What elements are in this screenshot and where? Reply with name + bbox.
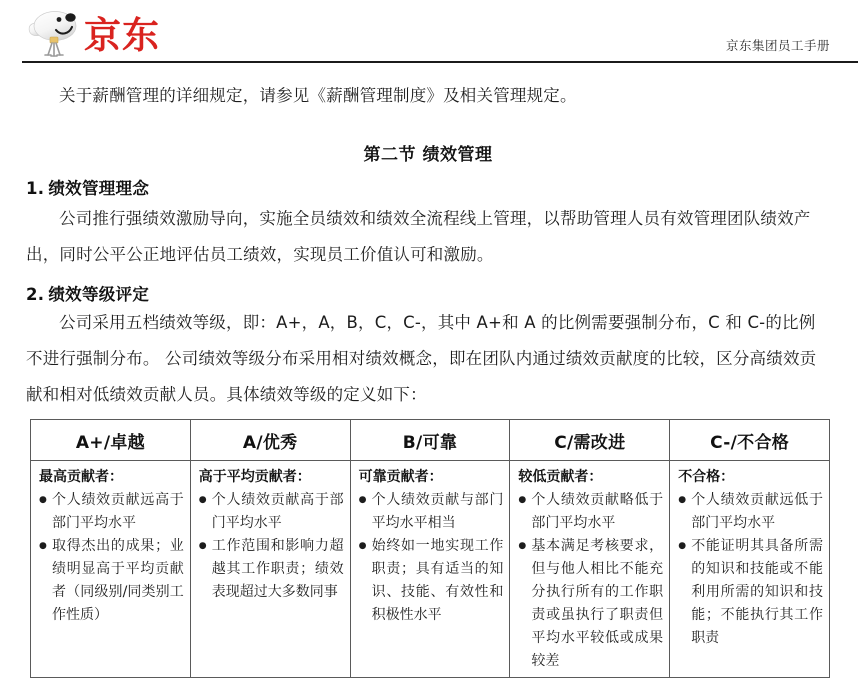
- brand-logo: [26, 6, 160, 58]
- table-header-row: [31, 420, 830, 461]
- cell-bullets-1: [199, 489, 344, 604]
- list-item: ● 个人绩效贡献略低于部门平均水平: [518, 489, 663, 535]
- table-header-cell-4: C-/不合格: [670, 420, 830, 461]
- subsection-title-1: 绩效管理理念: [48, 179, 150, 198]
- list-item: ● 始终如一地实现工作职责；具有适当的知识、技能、有效性和积极性水平: [359, 535, 504, 627]
- subsection-paragraph-1: 公司推行强绩效激励导向，实施全员绩效和绩效全流程线上管理，以帮助管理人员有效管理团队绩效产出，同时公平公正地评估员工绩效，实现员工价值认可和激励。: [26, 209, 811, 264]
- page-header: [0, 0, 858, 62]
- cell-bullets-0: [39, 489, 184, 627]
- table-cell-4: [670, 461, 830, 678]
- list-item: ● 基本满足考核要求，但与他人相比不能充分执行所有的工作职责或虽执行了职责但平均水平较低或成果较差: [518, 535, 663, 673]
- table-header-cell-2: B/可靠: [350, 420, 510, 461]
- cell-title-0: 最高贡献者：: [39, 469, 123, 485]
- list-item: ● 个人绩效贡献远高于部门平均水平: [39, 489, 184, 535]
- table-row: [31, 461, 830, 678]
- table-cell-3: [510, 461, 670, 678]
- subsection-number-1: 1.: [26, 179, 45, 198]
- table-cell-2: [350, 461, 510, 678]
- subsection-heading-1: [26, 175, 830, 199]
- cell-title-3: 较低贡献者：: [518, 469, 603, 485]
- table-header-cell-3: C/需改进: [510, 420, 670, 461]
- cell-bullets-2: [359, 489, 504, 627]
- list-item: ● 不能证明其具备所需的知识和技能或不能利用所需的知识和技能；不能执行其工作职责: [678, 535, 823, 650]
- document-title: 京东集团员工手册: [725, 38, 830, 53]
- joy-dog-icon: [26, 6, 82, 58]
- table-cell-1: [190, 461, 350, 678]
- list-item: ● 取得杰出的成果；业绩明显高于平均贡献者（同级别/同类别工作性质）: [39, 535, 184, 627]
- list-item: ● 个人绩效贡献与部门平均水平相当: [359, 489, 504, 535]
- subsection-number-2: 2.: [26, 285, 45, 304]
- subsection-paragraph-2: 公司采用五档绩效等级，即：A+，A，B，C，C-，其中 A+和 A 的比例需要强制分布，C 和 C-的比例不进行强制分布。 公司绩效等级分布采用相对绩效概念，即在团队内通过绩效贡献度的比较，区分高绩效贡献和相对低绩效贡献人员。具体绩效等级的定义如下：: [26, 313, 817, 404]
- cell-title-4: 不合格：: [678, 469, 735, 485]
- table-cell-0: [31, 461, 191, 678]
- list-item: ● 工作范围和影响力超越其工作职责；绩效表现超过大多数同事: [199, 535, 344, 604]
- header-divider: [22, 61, 858, 63]
- document-body: [0, 78, 858, 678]
- list-item: ● 个人绩效贡献远低于部门平均水平: [678, 489, 823, 535]
- cell-title-2: 可靠贡献者：: [358, 469, 443, 485]
- table-header-cell-1: A/优秀: [190, 420, 350, 461]
- table-header-cell-0: A+/卓越: [31, 420, 191, 461]
- lead-paragraph: 关于薪酬管理的详细规定，请参见《薪酬管理制度》及相关管理规定。: [59, 86, 577, 105]
- logo-wordmark: 京东: [84, 14, 160, 57]
- cell-bullets-4: [678, 489, 823, 650]
- cell-bullets-3: [518, 489, 663, 673]
- list-item: ● 个人绩效贡献高于部门平均水平: [199, 489, 344, 535]
- cell-title-1: 高于平均贡献者：: [198, 469, 311, 485]
- performance-grade-table: [30, 419, 830, 678]
- section-heading: 第二节 绩效管理: [363, 145, 493, 165]
- subsection-title-2: 绩效等级评定: [48, 285, 150, 304]
- subsection-heading-2: [26, 281, 830, 305]
